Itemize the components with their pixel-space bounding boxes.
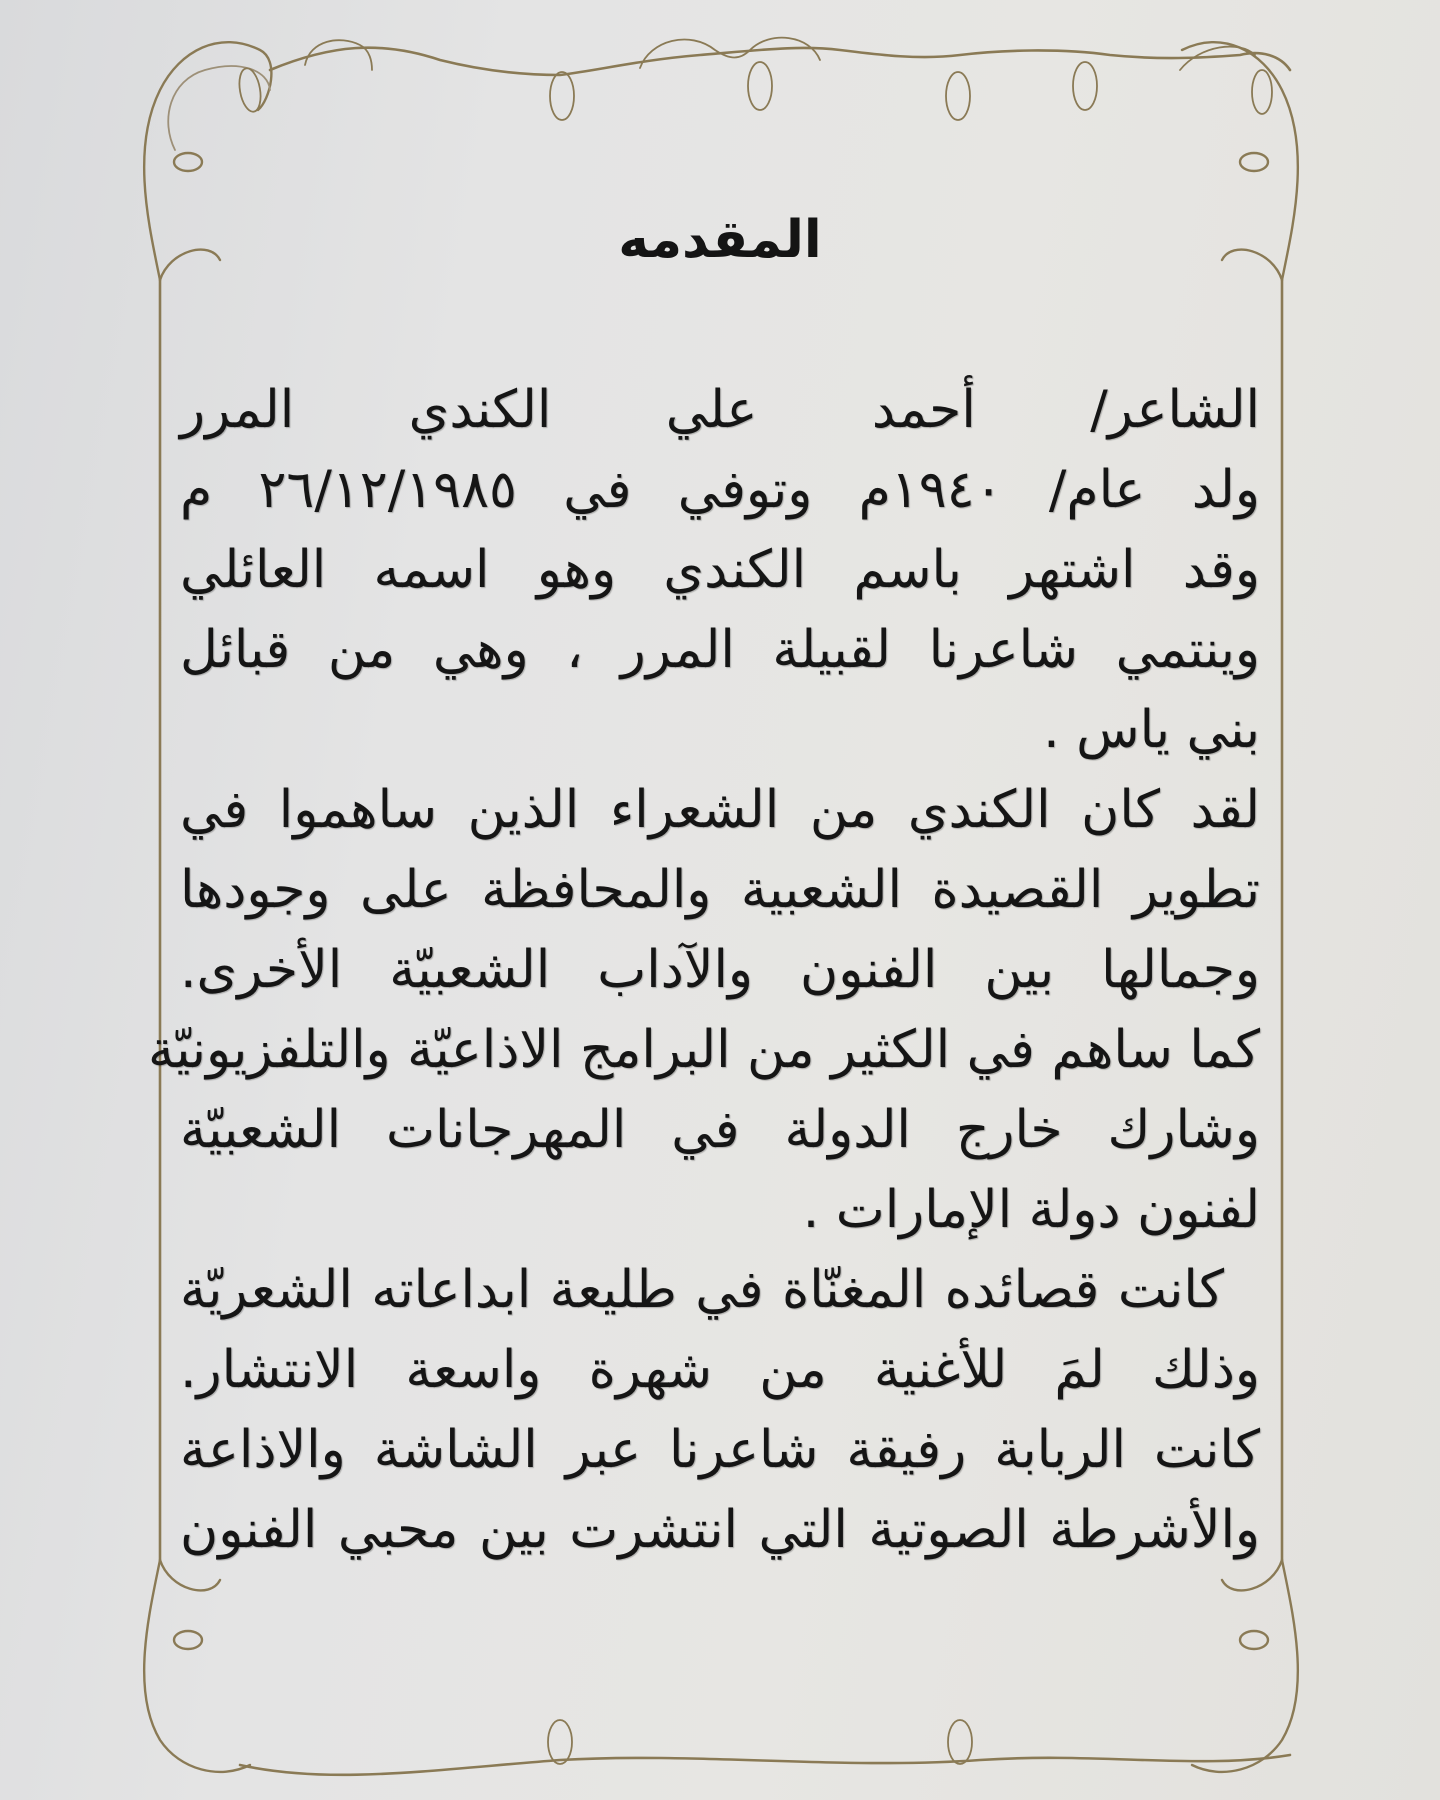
- text-line: والأشرطة الصوتية التي انتشرت بين محبي الفنون: [180, 1500, 1260, 1560]
- text-line: ولد عام/ ١٩٤٠م وتوفي في ٢٦/١٢/١٩٨٥ م: [180, 460, 1260, 520]
- text-line: وذلك لمَ للأغنية من شهرة واسعة الانتشار.: [180, 1340, 1260, 1400]
- text-line: كانت قصائده المغنّاة في طليعة ابداعاته الشعريّة: [180, 1260, 1224, 1320]
- text-line: وقد اشتهر باسم الكندي وهو اسمه العائلي: [180, 540, 1260, 600]
- page-title: المقدمه: [618, 210, 822, 270]
- text-line: وينتمي شاعرنا لقبيلة المرر ، وهي من قبائل: [180, 620, 1260, 680]
- text-line: تطوير القصيدة الشعبية والمحافظة على وجودها: [180, 860, 1260, 920]
- text-line: كانت الربابة رفيقة شاعرنا عبر الشاشة والاذاعة: [180, 1420, 1260, 1480]
- body-text: [147, 370, 1260, 1570]
- text-line: وشارك خارج الدولة في المهرجانات الشعبيّة: [180, 1100, 1260, 1160]
- text-line: كما ساهم في الكثير من البرامج الاذاعيّة والتلفزيونيّة: [147, 1020, 1260, 1080]
- text-line: لفنون دولة الإمارات .: [802, 1180, 1260, 1240]
- text-line: بني ياس .: [1043, 700, 1260, 760]
- text-line: وجمالها بين الفنون والآداب الشعبيّة الأخرى.: [180, 940, 1260, 1000]
- document-content: [147, 190, 1260, 1570]
- text-line: لقد كان الكندي من الشعراء الذين ساهموا في: [180, 780, 1260, 840]
- text-line: الشاعر/ أحمد علي الكندي المرر: [180, 380, 1260, 440]
